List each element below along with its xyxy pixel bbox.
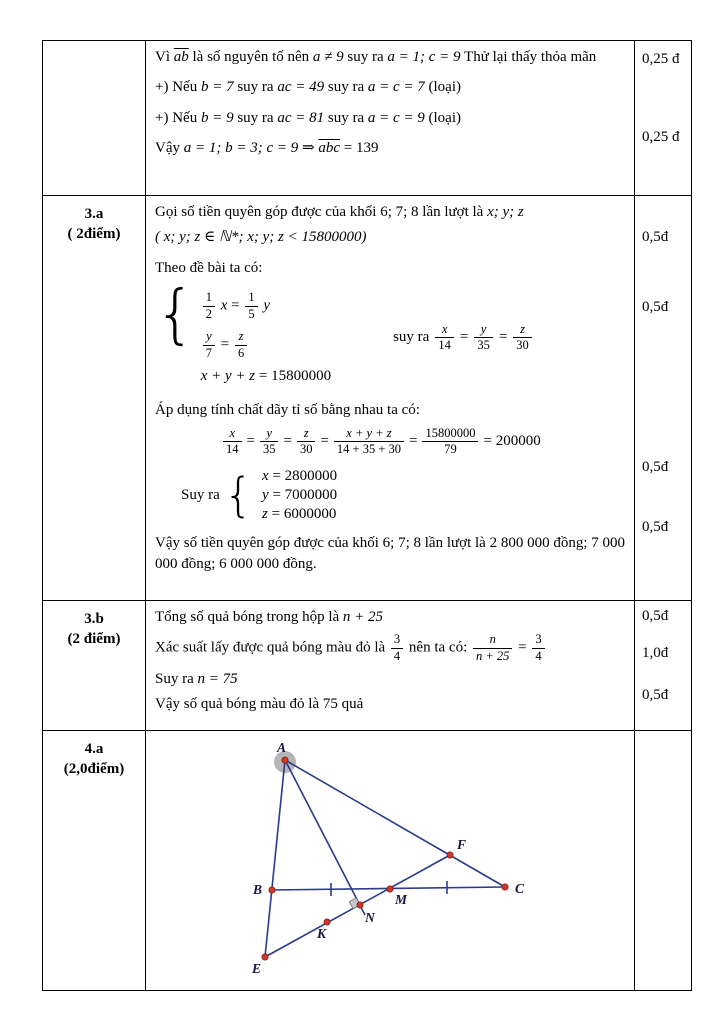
point-e [262, 954, 268, 960]
equals-sign: = [409, 433, 418, 450]
fraction [334, 426, 404, 458]
math-run: = 2800000 [272, 467, 338, 484]
point-label-a: A [277, 740, 287, 756]
math-run: a ≠ 9 [312, 49, 344, 65]
question-number: 3.a [84, 206, 104, 222]
point-label-e: E [252, 961, 262, 977]
frac-num: 15800000 [422, 426, 478, 443]
text-run: +) Nếu [155, 109, 198, 126]
equation-line [262, 468, 337, 485]
brace: { [155, 277, 196, 352]
equation-line [201, 368, 331, 385]
points-value: 0,5đ [642, 459, 669, 475]
question-label-cell [43, 41, 146, 196]
text-run: Vậy số tiền quyên góp được của khối 6; 7; 8 lần lượt là 2 800 000 đồng; 7 000 000 đồng; 6 000 000 đồng. [155, 534, 625, 573]
fraction [391, 632, 403, 664]
question-label-cell [43, 731, 146, 991]
question-label-cell [43, 196, 146, 601]
text-run: Gọi số tiền quyên góp được của khối 6; 7; 8 lần lượt là [155, 204, 484, 220]
point-label-k: K [317, 926, 327, 942]
point-c [502, 884, 508, 890]
question-label-cell [43, 601, 146, 731]
text-run: +) Nếu [155, 79, 198, 96]
points-value: 0,5đ [642, 608, 669, 624]
math-run: z [262, 505, 268, 522]
frac-den: 35 [262, 442, 276, 457]
solution-lines [262, 466, 337, 525]
text-run: suy ra [393, 329, 430, 346]
segment-a-e [265, 760, 285, 957]
math-run: n = 75 [197, 670, 238, 687]
text-run: suy ra [237, 79, 274, 96]
point-b [269, 887, 275, 893]
points-cell [635, 731, 692, 991]
math-run: x [262, 467, 269, 484]
frac-den: n + 25 [475, 648, 510, 663]
points-cell [635, 601, 692, 731]
question-number: 4.a [84, 741, 104, 758]
points-value: 0,5đ [642, 299, 669, 315]
answer-line [155, 669, 625, 690]
fraction [235, 329, 247, 361]
math-run: x; y; z [487, 204, 524, 220]
math-run: a = 1; b = 3; c = 9 [183, 139, 299, 156]
fraction [422, 426, 478, 458]
point-label-b: B [253, 882, 263, 898]
math-run: = 6000000 [271, 505, 337, 522]
math-run: x + y + z [200, 368, 256, 385]
points-value: 0,25 đ [642, 51, 680, 67]
text-run: Theo đề bài ta có: [155, 259, 263, 276]
frac-num: y [474, 322, 493, 339]
answer-content-cell [146, 601, 635, 731]
points-cell [635, 41, 692, 196]
frac-den: 2 [205, 306, 212, 321]
points-value: 0,5đ [642, 229, 669, 245]
answer-line [155, 47, 625, 68]
point-a [282, 757, 288, 763]
frac-num: 3 [532, 632, 544, 649]
math-run: ( x; y; z ∈ ℕ*; x; y; z < 15800000) [155, 229, 367, 246]
frac-den: 5 [248, 306, 255, 321]
point-m [387, 886, 393, 892]
math-run: n + 25 [342, 609, 384, 625]
text-run: Vậy [155, 139, 180, 156]
answer-line [155, 108, 625, 129]
implies-arrow: ⇒ [302, 139, 315, 156]
equals-sign: = [459, 329, 469, 346]
frac-num: 3 [391, 632, 403, 649]
equals-sign: = [231, 297, 240, 314]
equals-sign: = [498, 329, 508, 346]
fraction [245, 290, 257, 322]
frac-num: y [203, 329, 215, 346]
answer-line [155, 138, 625, 159]
frac-den: 35 [477, 338, 490, 353]
conclusion-line [155, 533, 625, 576]
frac-num: z [513, 322, 532, 339]
fraction [532, 632, 544, 664]
frac-num: x + y + z [334, 426, 404, 443]
question-points: ( 2điểm) [67, 226, 121, 243]
answer-line [155, 400, 625, 421]
table-row [43, 41, 692, 196]
math-run: = 200000 [483, 433, 541, 450]
ratio-chain-equation [221, 426, 625, 458]
frac-den: 7 [205, 345, 212, 360]
solution-system [181, 466, 625, 525]
fraction [203, 329, 215, 361]
text-run: (loại) [428, 79, 461, 96]
fraction [260, 426, 279, 458]
table-row [43, 731, 692, 991]
fraction [435, 322, 454, 354]
frac-num: n [473, 632, 512, 649]
math-run: = 7000000 [272, 486, 338, 503]
point-k [324, 919, 330, 925]
frac-den: 30 [516, 338, 529, 353]
math-run: x [220, 297, 228, 314]
points-value: 0,5đ [642, 519, 669, 535]
text-run: (loại) [428, 109, 461, 126]
fraction [223, 426, 242, 458]
math-run: ac = 81 [277, 109, 325, 126]
math-run: b = 9 [200, 109, 234, 126]
equals-sign: = [320, 433, 329, 450]
frac-den: 6 [237, 345, 245, 360]
overline-term: $\overline{abc}$ [318, 139, 341, 156]
equals-sign: = [220, 336, 230, 353]
text-run: Áp dụng tính chất dãy tỉ số bằng nhau ta có: [155, 402, 420, 419]
frac-den: 14 [438, 338, 451, 353]
points-value: 0,25 đ [642, 129, 680, 145]
question-number: 3.b [84, 611, 104, 627]
math-run: a = 1; c = 9 [387, 49, 461, 65]
condition-line [155, 227, 625, 248]
frac-den: 4 [393, 648, 401, 663]
text-run: suy ra [347, 49, 384, 65]
answer-line [155, 202, 625, 223]
point-n [357, 902, 363, 908]
text-run: nên ta có: [408, 639, 468, 656]
points-cell [635, 196, 692, 601]
table-row [43, 196, 692, 601]
answer-line [155, 632, 625, 664]
equation-line [262, 506, 337, 523]
frac-den: 30 [299, 442, 313, 457]
answer-content-cell [146, 196, 635, 601]
equation-line [201, 290, 331, 322]
text-run: Tổng số quả bóng trong hộp là [155, 609, 340, 625]
brace: { [223, 468, 254, 523]
text-run: Vì [155, 49, 170, 65]
overline-term: $\overline{ab}$ [173, 49, 189, 65]
text-run: Thử lại thấy thỏa mãn [464, 49, 597, 65]
fraction [513, 322, 532, 354]
point-f [447, 852, 453, 858]
equation-line [262, 487, 337, 504]
table-row [43, 601, 692, 731]
math-run: a = c = 7 [367, 79, 425, 96]
frac-den: 14 + 35 + 30 [336, 442, 402, 457]
geometry-figure [155, 737, 625, 979]
frac-den: 14 [226, 442, 239, 457]
equation-system [155, 277, 625, 393]
frac-num: x [435, 322, 454, 339]
equation-line [201, 329, 331, 361]
points-value: 1,0đ [642, 645, 669, 661]
answer-content-cell [146, 41, 635, 196]
equals-sign: = [246, 433, 255, 450]
fraction [473, 632, 512, 664]
answer-line [155, 607, 625, 628]
question-points: (2,0điểm) [63, 761, 125, 778]
answer-line [155, 258, 625, 279]
suyra-expression [393, 322, 534, 354]
text-run: Suy ra [181, 486, 220, 503]
text-run: suy ra [327, 109, 365, 126]
text-run: Suy ra [155, 670, 194, 687]
frac-den: 4 [535, 648, 542, 663]
math-run: a = c = 9 [367, 109, 425, 126]
point-label-m: M [395, 892, 408, 908]
points-value: 0,5đ [642, 687, 669, 703]
fraction [297, 426, 316, 458]
question-points: (2 điểm) [67, 631, 121, 648]
text-run: suy ra [327, 79, 365, 96]
math-run: b = 7 [200, 79, 234, 96]
point-label-c: C [515, 881, 525, 897]
text-run: là số nguyên tố nên [192, 49, 310, 65]
point-label-n: N [365, 910, 375, 926]
point-label-f: F [457, 837, 467, 853]
frac-num: 1 [245, 290, 257, 307]
frac-num: y [260, 426, 279, 443]
frac-num: z [235, 329, 247, 346]
system-lines [201, 283, 331, 393]
equals-sign: = [283, 433, 292, 450]
text-run: Xác suất lấy được quả bóng màu đỏ là [155, 639, 386, 656]
fraction [203, 290, 215, 322]
math-run: y [262, 486, 269, 503]
text-run: suy ra [237, 109, 274, 126]
math-run: ac = 49 [277, 79, 325, 96]
conclusion-line [155, 694, 625, 715]
frac-num: x [223, 426, 242, 443]
answer-line [155, 77, 625, 98]
math-run: y [263, 297, 271, 314]
frac-num: z [297, 426, 316, 443]
answer-key-table [42, 40, 692, 991]
frac-num: 1 [203, 290, 215, 307]
text-run: Vậy số quả bóng màu đỏ là 75 quả [155, 695, 364, 712]
math-run: = 15800000 [258, 368, 332, 385]
frac-den: 79 [444, 442, 457, 457]
math-run: = 139 [343, 139, 379, 156]
geometry-figure-cell [146, 731, 635, 991]
equals-sign: = [518, 639, 527, 656]
fraction [474, 322, 493, 354]
